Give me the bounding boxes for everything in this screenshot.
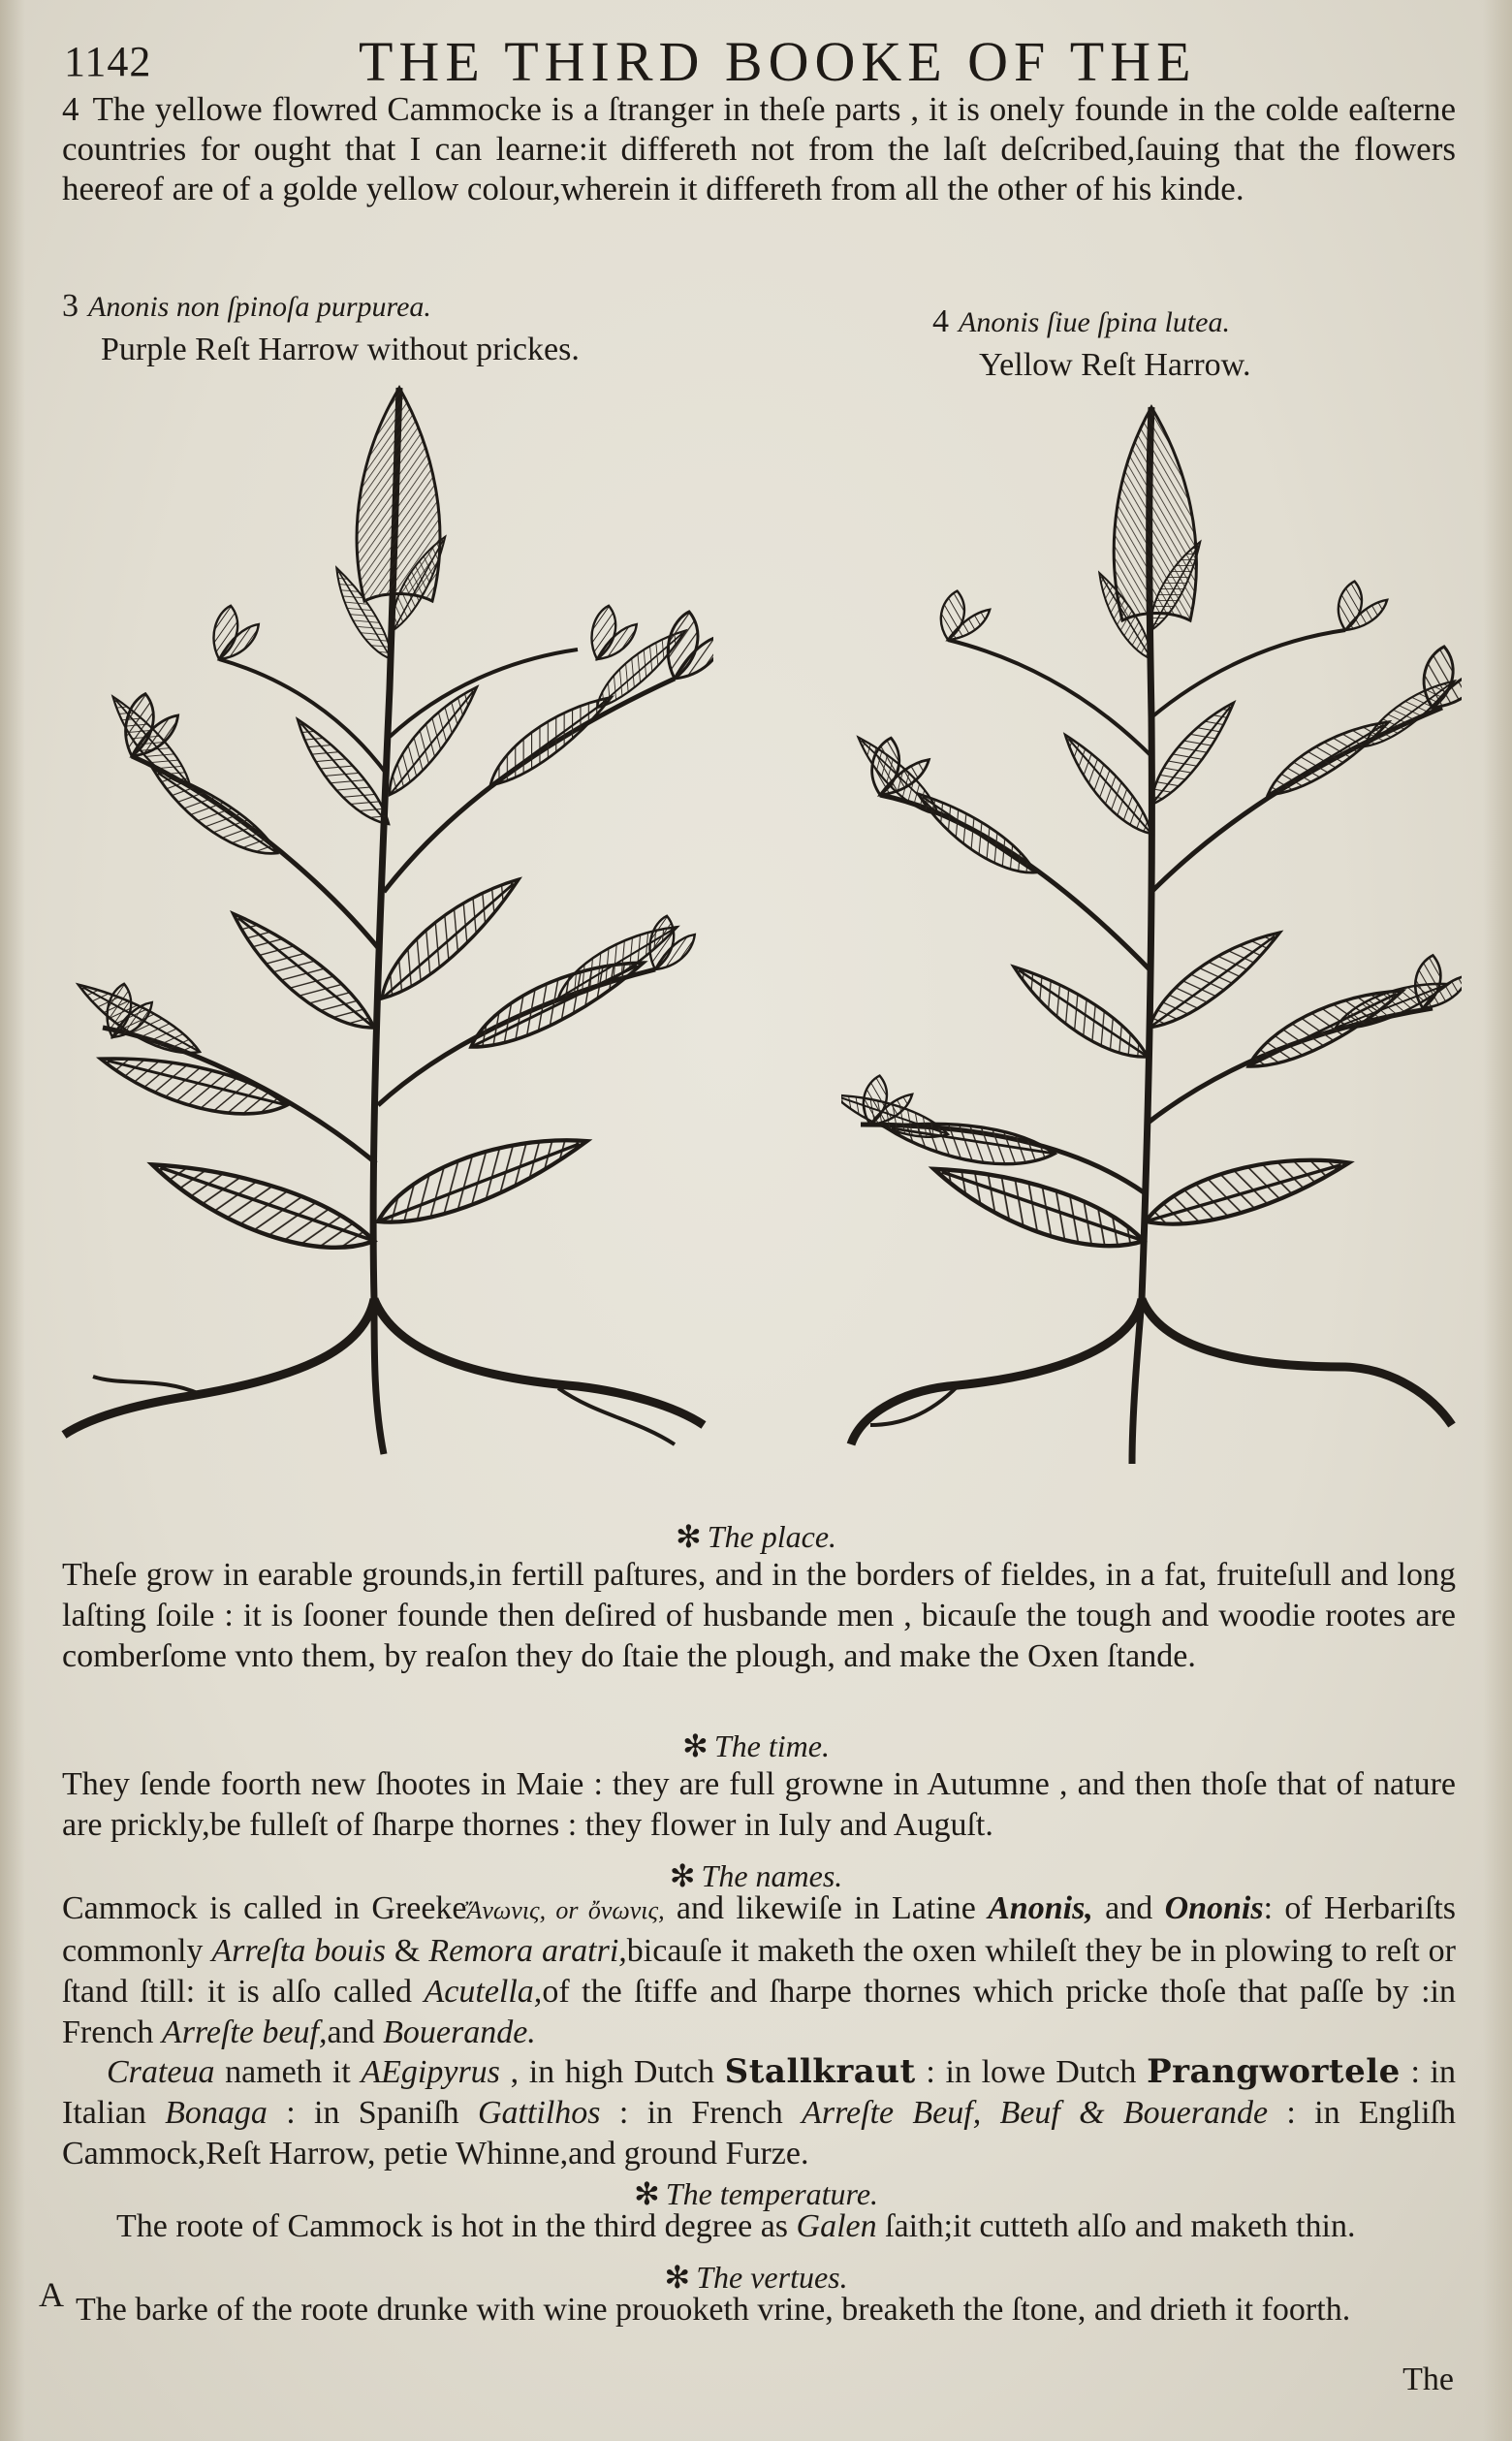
page-number: 1142 (64, 38, 152, 85)
author-name: Galen (796, 2208, 877, 2244)
vertues-paragraph: The barke of the roote drunke with wine prouoketh vrine, breaketh the ſtone, and drieth it foorth. (76, 2292, 1351, 2328)
latin-term: AEgipyrus (361, 2054, 500, 2090)
text: ſaith;it cutteth alſo and maketh thin. (876, 2208, 1356, 2244)
heading-text: The temperature. (665, 2176, 879, 2211)
section-heading-place (0, 1518, 1512, 1555)
latin-term: Remora aratri, (428, 1933, 627, 1969)
heading-text: The place. (707, 1519, 837, 1554)
text: of the ſtiffe and ſharpe thornes which pricke thoſe that paſſe by :in French (62, 1974, 1456, 2050)
temperature-paragraph (62, 2206, 1456, 2247)
heading-text: The time. (713, 1728, 830, 1763)
place-paragraph: Theſe grow in earable grounds,in fertill paſtures, and in the borders of fieldes, in a fat, fruiteſull and long laſting ſoile : it is ſooner founde then deſired of husbande men , bicauſe the tough and woodie rootes are comberſome vnto them, by reaſon they do ſtaie the plough, and make the Oxen ſtande. (62, 1557, 1456, 1674)
spanish-term: Gattilhos (477, 2095, 601, 2131)
fleuron-icon: ✻ (633, 2176, 660, 2211)
text: : in lowe Dutch (915, 2054, 1148, 2090)
fleuron-icon: ✻ (682, 1728, 709, 1763)
dutch-term: Prangwortele (1147, 2052, 1401, 2091)
latin-term: Anonis, (988, 1890, 1093, 1926)
text: : in Engliſh Cammock,Reſt Harrow, petie Whinne,and ground Furze. (62, 2095, 1456, 2172)
text: and (1092, 1890, 1165, 1926)
time-paragraph: They ſende foorth new ſhootes in Maie : they are full growne in Autumne , and then thoſe that of nature are prickly,be fulleſt of ſharpe thornes : they flower in Iuly and Auguſt. (62, 1766, 1456, 1843)
text: : in French (600, 2095, 803, 2131)
text: and (327, 2014, 384, 2050)
figure-number: 3 (62, 288, 79, 324)
latin-term: Ononis (1164, 1890, 1264, 1926)
text: , in high Dutch (499, 2054, 725, 2090)
english-name: Yellow Reſt Harrow. (979, 347, 1251, 383)
fleuron-icon: ✻ (675, 1519, 702, 1554)
intro-text: The yellowe flowred Cammocke is a ſtranger in theſe parts , it is onely founde in the colde eaſterne countries for ought that I can learne:it differeth not from the laſt deſcribed,ſauing that the flowers heereof are of a golde yellow colour,wherein it differeth from all the other of his kinde. (62, 90, 1456, 207)
text: nameth it (214, 2054, 362, 2090)
names-paragraph-1 (62, 1888, 1456, 2053)
author-name: Crateua (107, 2054, 215, 2090)
text: & (385, 1933, 429, 1969)
latin-term: Acutella, (424, 1974, 543, 2010)
heading-text: The vertues. (696, 2260, 848, 2295)
woodcut-purple-rest-harrow (54, 368, 713, 1493)
french-term: Bouerande. (383, 2014, 536, 2050)
french-term: Arreſte beuf, (161, 2014, 328, 2050)
french-term: Arreſte Beuf, Beuf & Bouerande (802, 2095, 1269, 2131)
woodcut-yellow-rest-harrow (841, 388, 1462, 1493)
figure-number: 4 (932, 303, 949, 339)
latin-name: Anonis ſiue ſpina lutea. (959, 306, 1230, 338)
italian-term: Bonaga (165, 2095, 268, 2131)
marginal-letter: A (39, 2275, 64, 2314)
greek-name: Ἄνωνις, or ὄνωνις, (466, 1896, 665, 1924)
latin-term: Arreſta bouis (211, 1933, 386, 1969)
section-heading-time (0, 1728, 1512, 1764)
text: and likewiſe in Latine (664, 1890, 989, 1926)
fleuron-icon: ✻ (664, 2260, 691, 2295)
dutch-term: Stallkraut (724, 2052, 916, 2091)
running-head: THE THIRD BOOKE OF THE (359, 30, 1197, 93)
english-name: Purple Reſt Harrow without prickes. (101, 332, 580, 367)
text: bicauſe it maketh the oxen whileſt they be in plowing to reſt or ſtand ſtill: it is alſo called (62, 1933, 1456, 2010)
figure-caption-4 (932, 301, 1250, 387)
heading-text: The names. (701, 1858, 843, 1893)
intro-number: 4 (62, 90, 79, 128)
intro-paragraph (62, 89, 1456, 208)
text: Cammock is called in Greeke (62, 1890, 467, 1926)
fleuron-icon: ✻ (669, 1858, 696, 1893)
names-paragraph-2 (62, 2051, 1456, 2174)
text: : of Herbariſts commonly (62, 1890, 1456, 1969)
text: : in Spaniſh (267, 2095, 478, 2131)
text: : in Italian (62, 2054, 1457, 2131)
latin-name: Anonis non ſpinoſa purpurea. (88, 291, 431, 323)
text: The roote of Cammock is hot in the third degree as (116, 2208, 797, 2244)
catchword: The (1402, 2362, 1454, 2397)
figure-caption-3 (62, 285, 580, 371)
